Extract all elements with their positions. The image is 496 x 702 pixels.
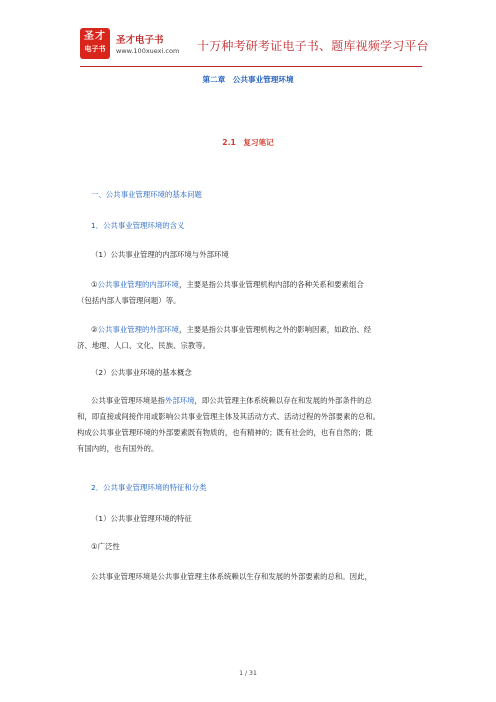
section-title: 2.1 复习笔记 [222, 138, 274, 147]
header-slogan: 十万种考研考证电子书、题库视频学习平台 [197, 39, 429, 53]
page-header [80, 28, 429, 64]
page-number: 1 / 31 [239, 670, 257, 677]
paragraph-continuation: 构成公共事业管理环境的外部要素既有物质的，也有精神的；既有社会的，也有自然的；既 [77, 428, 373, 437]
paragraph-continuation: 济、地理、人口、文化、民族、宗教等。 [77, 341, 211, 350]
paragraph: （2）公共事业环境的基本概念 [91, 368, 192, 377]
logo-line2: 电子书 [84, 45, 106, 53]
paragraph-continuation: 和，即直接或间接作用或影响公共事业管理主体及其活动方式、活动过程的外部要素的总和。 [77, 412, 381, 421]
heading-level1: 一、公共事业管理环境的基本问题 [91, 190, 202, 199]
logo-line1: 圣才 [84, 31, 106, 42]
highlight-term: 公共事业管理的内部环境 [97, 280, 179, 289]
brand-name: 圣才电子书 [116, 35, 164, 46]
list-marker: ① [91, 280, 98, 289]
list-marker: ② [91, 325, 98, 334]
paragraph-text: 公共事业管理环境是指 [91, 396, 165, 405]
paragraph [91, 325, 371, 335]
paragraph [91, 280, 364, 290]
heading-level2: 2．公共事业管理环境的特征和分类 [91, 483, 207, 492]
header-divider [80, 66, 422, 67]
paragraph: 公共事业管理环境是公共事业管理主体系统赖以生存和发展的外部要素的总和。因此， [91, 572, 372, 581]
highlight-term: 公共事业管理的外部环境 [97, 325, 179, 334]
paragraph: （1）公共事业管理的内部环境与外部环境 [91, 250, 229, 259]
brand-logo [80, 28, 110, 59]
paragraph-text: ，即公共管理主体系统赖以存在和发展的外部条件的总 [194, 396, 372, 405]
heading-level2: 1．公共事业管理环境的含义 [91, 221, 185, 230]
paragraph-text: ，主要是指公共事业管理机构之外的影响因素，如政治、经 [178, 325, 372, 334]
paragraph [91, 396, 372, 406]
paragraph: （1）公共事业管理环境的特征 [91, 514, 192, 523]
chapter-title: 第二章 公共事业管理环境 [202, 75, 294, 84]
site-url[interactable]: www.100xuexi.com [116, 47, 180, 55]
paragraph-text: ，主要是指公共事业管理机构内部的各种关系和要素组合 [178, 280, 364, 289]
paragraph: ①广泛性 [91, 542, 120, 551]
highlight-term: 外部环境 [164, 396, 195, 405]
paragraph-continuation: 有国内的，也有国外的。 [77, 444, 159, 453]
paragraph-continuation: （包括内部人事管理问题）等。 [77, 296, 181, 305]
